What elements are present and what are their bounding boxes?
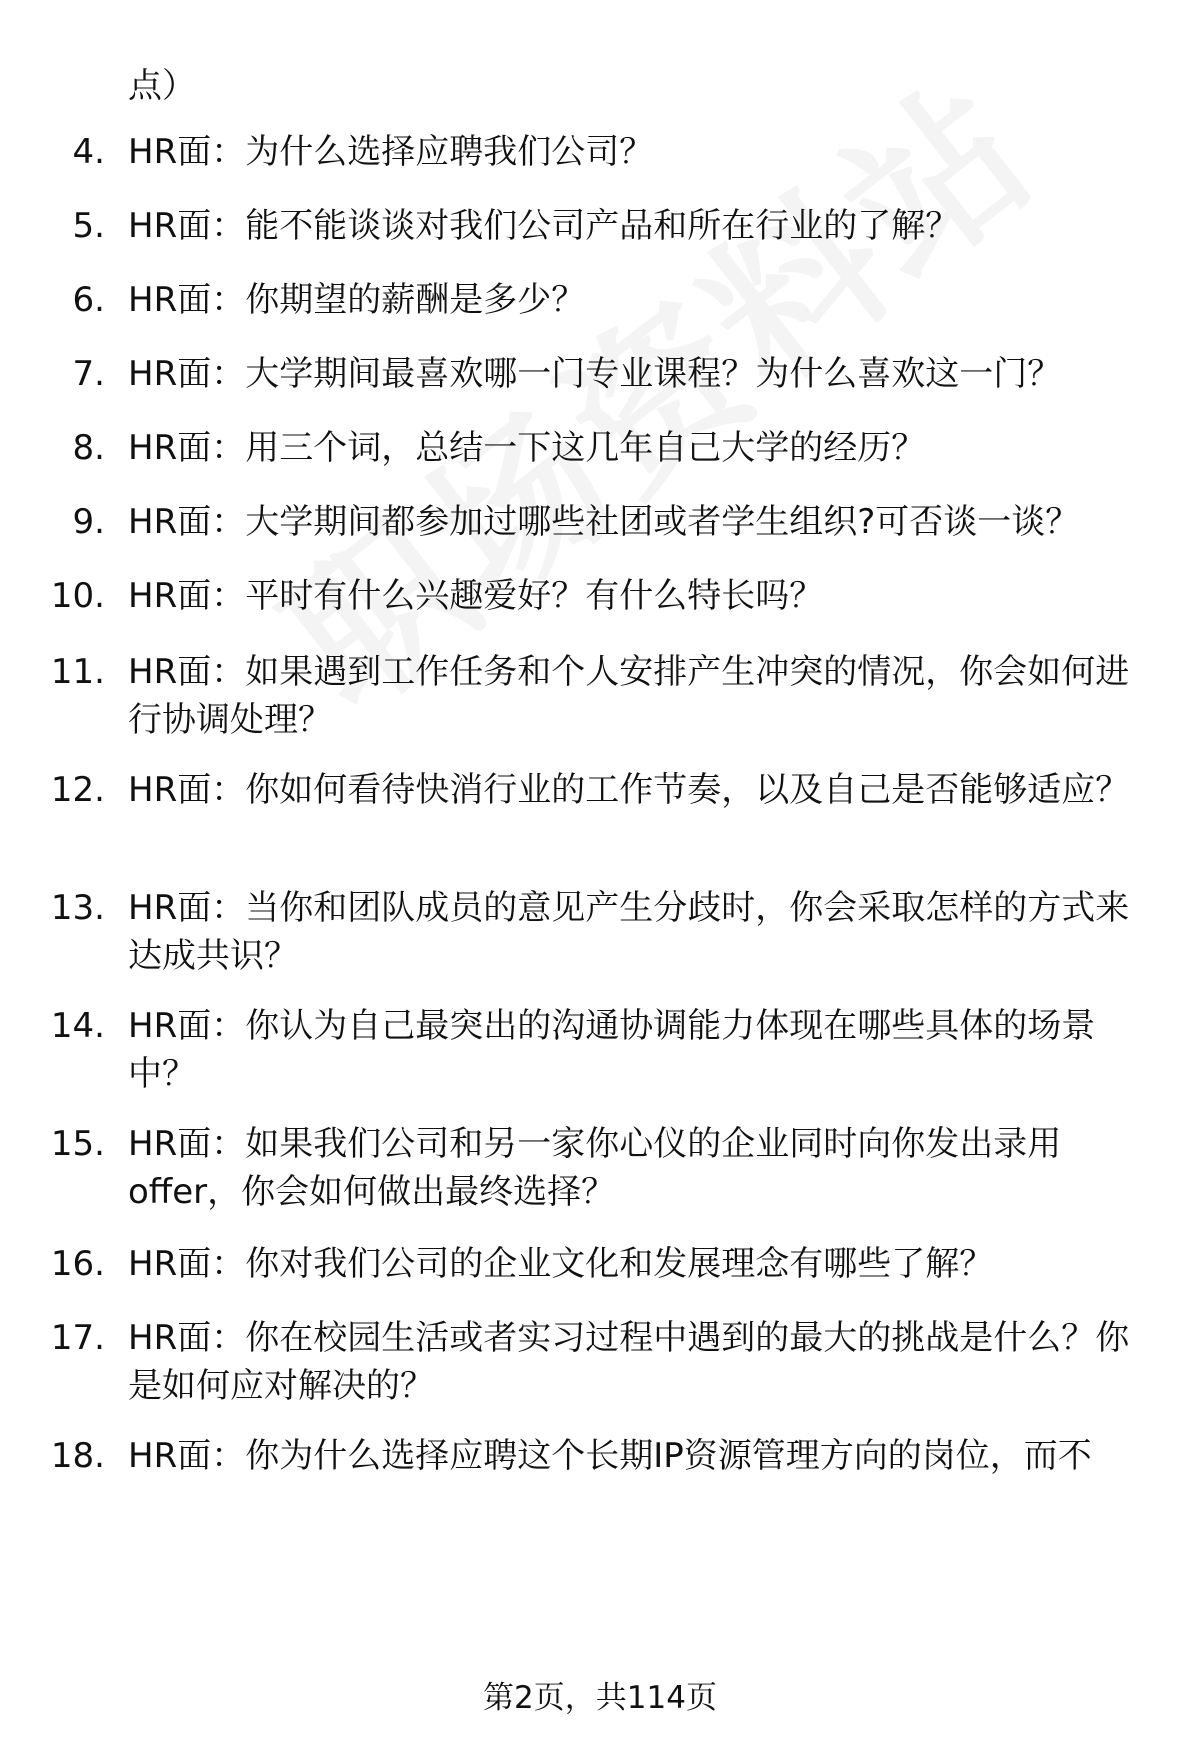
item-text: HR面：如果遇到工作任务和个人安排产生冲突的情况，你会如何进行协调处理？ — [128, 652, 1130, 740]
page-footer: 第2页，共114页 — [483, 1680, 717, 1716]
item-number: 9. — [72, 502, 105, 542]
item-number: 7. — [72, 354, 105, 394]
continuation-text: 点） — [128, 66, 196, 106]
item-text: HR面：如果我们公司和另一家你心仪的企业同时向你发出录用offer，你会如何做出最终选择？ — [128, 1124, 1062, 1212]
item-text: HR面：当你和团队成员的意见产生分歧时，你会采取怎样的方式来达成共识？ — [128, 888, 1130, 976]
item-number: 15. — [50, 1124, 105, 1164]
item-number: 5. — [72, 206, 105, 246]
item-text: HR面：为什么选择应聘我们公司？ — [128, 132, 654, 172]
item-text: HR面：你为什么选择应聘这个长期IP资源管理方向的岗位，而不 — [128, 1436, 1092, 1476]
item-number: 6. — [72, 280, 105, 320]
item-text: HR面：你如何看待快消行业的工作节奏，以及自己是否能够适应？ — [128, 770, 1130, 810]
item-number: 12. — [50, 770, 105, 810]
item-text: HR面：大学期间最喜欢哪一门专业课程？为什么喜欢这一门？ — [128, 354, 1062, 394]
item-text: HR面：你期望的薪酬是多少？ — [128, 280, 586, 320]
item-text: HR面：你认为自己最突出的沟通协调能力体现在哪些具体的场景中？ — [128, 1006, 1096, 1094]
item-number: 17. — [50, 1318, 105, 1358]
item-number: 4. — [72, 132, 105, 172]
item-text: HR面：你在校园生活或者实习过程中遇到的最大的挑战是什么？你是如何应对解决的？ — [128, 1318, 1130, 1406]
item-text: HR面：平时有什么兴趣爱好？有什么特长吗？ — [128, 576, 824, 616]
item-number: 10. — [50, 576, 105, 616]
item-text: HR面：能不能谈谈对我们公司产品和所在行业的了解？ — [128, 206, 960, 246]
item-number: 14. — [50, 1006, 105, 1046]
item-text: HR面：你对我们公司的企业文化和发展理念有哪些了解？ — [128, 1244, 994, 1284]
item-number: 18. — [50, 1436, 105, 1476]
item-number: 13. — [50, 888, 105, 928]
item-text: HR面：用三个词，总结一下这几年自己大学的经历？ — [128, 428, 926, 468]
item-text: HR面：大学期间都参加过哪些社团或者学生组织?可否谈一谈？ — [128, 502, 1080, 542]
item-number: 11. — [50, 652, 105, 692]
item-number: 16. — [50, 1244, 105, 1284]
item-number: 8. — [72, 428, 105, 468]
